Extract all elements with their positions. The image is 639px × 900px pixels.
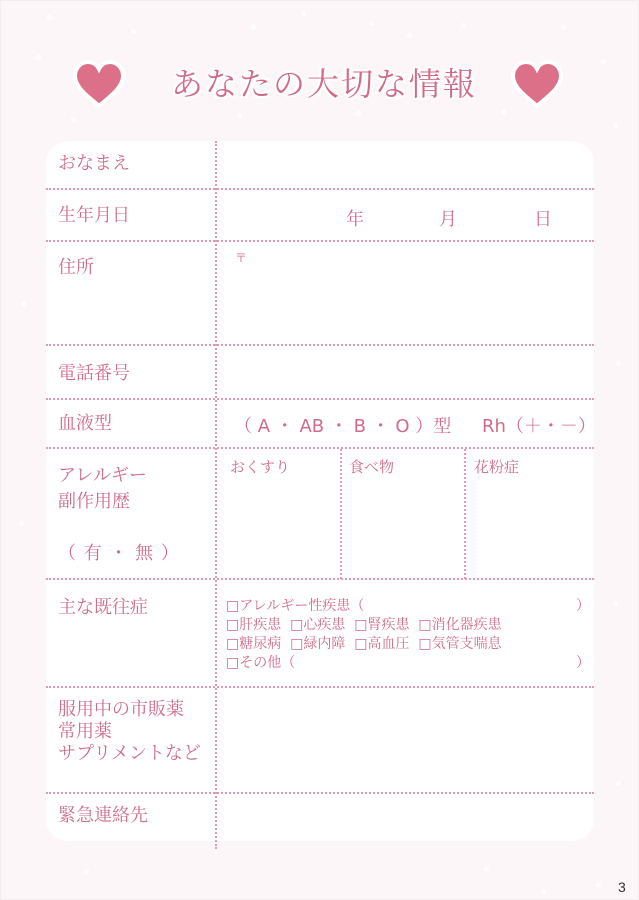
row-divider bbox=[46, 447, 594, 449]
allergy-pollen-field[interactable] bbox=[468, 479, 588, 575]
rh-options[interactable]: Rh（＋・－） bbox=[482, 416, 596, 437]
allergy-column-divider bbox=[340, 449, 342, 579]
row-divider bbox=[46, 240, 594, 242]
row-divider bbox=[46, 398, 594, 400]
heart-icon bbox=[71, 59, 127, 109]
info-form-card bbox=[46, 141, 594, 841]
checkbox-row-chronic-diseases[interactable]: □糖尿病 □緑内障 □高血圧 □気管支喘息 bbox=[226, 636, 502, 652]
allergy-presence-options[interactable]: （ 有 ・ 無 ） bbox=[58, 543, 180, 564]
medication-label-line3: サプリメントなど bbox=[58, 743, 201, 764]
other-close-paren: ） bbox=[576, 655, 590, 671]
allergy-label-line2: 副作用歴 bbox=[58, 491, 130, 512]
row-divider bbox=[46, 686, 594, 688]
allergy-pollen-label: 花粉症 bbox=[474, 458, 520, 476]
allergy-food-field[interactable] bbox=[344, 479, 462, 575]
allergy-medicine-label: おくすり bbox=[230, 458, 291, 476]
medication-label-line1: 服用中の市販薬 bbox=[58, 699, 184, 720]
address-label: 住所 bbox=[58, 257, 94, 278]
allergy-column-divider bbox=[464, 449, 466, 579]
page-header bbox=[1, 53, 639, 113]
medical-history-checklist bbox=[226, 597, 502, 673]
year-unit: 年 bbox=[346, 209, 364, 230]
column-divider bbox=[215, 141, 217, 849]
blood-type-label: 血液型 bbox=[58, 413, 112, 434]
page-title: あなたの大切な情報 bbox=[170, 65, 477, 103]
postal-mark: 〒 bbox=[235, 251, 248, 265]
day-unit: 日 bbox=[534, 209, 552, 230]
checkbox-row-organ-diseases[interactable]: □肝疾患 □心疾患 □腎疾患 □消化器疾患 bbox=[226, 617, 502, 633]
month-unit: 月 bbox=[439, 209, 457, 230]
row-divider bbox=[46, 188, 594, 190]
medication-field[interactable] bbox=[218, 691, 588, 789]
birth-month-field[interactable] bbox=[371, 193, 431, 237]
phone-field[interactable] bbox=[218, 349, 588, 395]
row-divider bbox=[46, 344, 594, 346]
allergy-label-line1: アレルギー bbox=[58, 465, 147, 486]
heart-icon bbox=[509, 59, 565, 109]
birthdate-label: 生年月日 bbox=[58, 205, 130, 226]
medical-history-label: 主な既往症 bbox=[58, 597, 148, 618]
allergy-medicine-field[interactable] bbox=[220, 479, 338, 575]
page-number: 3 bbox=[618, 879, 626, 895]
address-field[interactable] bbox=[218, 245, 588, 341]
emergency-contact-field[interactable] bbox=[218, 797, 588, 837]
checkbox-allergic-disease[interactable]: □アレルギー性疾患（ bbox=[226, 598, 365, 614]
name-label: おなまえ bbox=[58, 153, 130, 174]
row-divider bbox=[46, 578, 594, 580]
birth-year-field[interactable] bbox=[218, 193, 338, 237]
row-divider bbox=[46, 792, 594, 794]
emergency-contact-label: 緊急連絡先 bbox=[58, 805, 148, 826]
allergic-disease-close-paren: ） bbox=[576, 598, 590, 614]
blood-type-options[interactable]: （ A ・ AB ・ B ・ O ）型 bbox=[234, 416, 452, 437]
medication-label-line2: 常用薬 bbox=[58, 721, 112, 742]
checkbox-other[interactable]: □その他（ bbox=[226, 655, 296, 671]
birth-day-field[interactable] bbox=[464, 193, 534, 237]
phone-label: 電話番号 bbox=[58, 363, 130, 384]
name-field[interactable] bbox=[218, 143, 588, 187]
allergy-food-label: 食べ物 bbox=[349, 458, 395, 476]
